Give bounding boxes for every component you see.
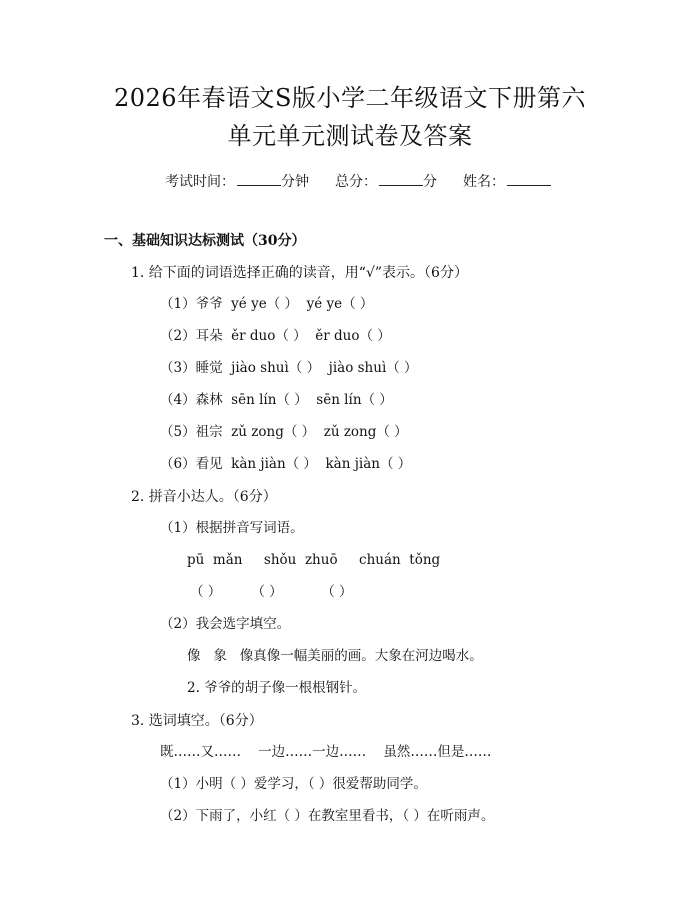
section1-heading: 一、基础知识达标测试（30分）: [104, 233, 306, 249]
score-unit: 分: [423, 174, 437, 190]
q2-sub1: （1）根据拼音写词语。: [160, 520, 304, 536]
q3-prompt: 3. 选词填空。（6分）: [131, 713, 263, 729]
q1-item: （4）森林 sēn lín（ ） sēn lín（ ）: [160, 392, 393, 408]
time-blank: [237, 173, 281, 186]
q3-item2: （2）下雨了，小红（ ）在教室里看书，（ ）在听雨声。: [160, 808, 495, 824]
score-label: 总分：: [335, 174, 377, 190]
name-label: 姓名：: [463, 174, 505, 190]
exam-title-line1: 2026年春语文S版小学二年级语文下册第六: [113, 84, 587, 112]
q2-sub2-line1: 像 象 像真像一幅美丽的画。大象在河边喝水。: [187, 648, 483, 664]
q2-blank-row: （ ） （ ） （ ）: [190, 584, 353, 600]
q1-prompt: 1. 给下面的词语选择正确的读音，用“√”表示。（6分）: [131, 265, 468, 281]
time-label: 考试时间：: [165, 174, 235, 190]
q1-item: （5）祖宗 zǔ zong（ ） zǔ zong（ ）: [160, 424, 408, 440]
q2-sub2-line2: 2. 爷爷的胡子像一根根钢针。: [187, 680, 367, 696]
q2-sub2: （2）我会选字填空。: [160, 616, 291, 632]
q1-item: （1）爷爷 yé ye（ ） yé ye（ ）: [160, 296, 374, 312]
q1-item: （6）看见 kàn jiàn（ ） kàn jiàn（ ）: [160, 456, 412, 472]
exam-meta-row: [165, 173, 551, 189]
q3-options: 既……又…… 一边……一边…… 虽然……但是……: [160, 744, 492, 760]
q2-pinyin-row: pū mǎn shǒu zhuō chuán tǒng: [187, 552, 441, 568]
time-unit: 分钟: [281, 174, 309, 190]
q3-item1: （1）小明（ ）爱学习，（ ）很爱帮助同学。: [160, 776, 427, 792]
name-blank: [507, 173, 551, 186]
q1-item: （2）耳朵 ěr duo（ ） ěr duo（ ）: [160, 328, 391, 344]
q2-prompt: 2. 拼音小达人。（6分）: [131, 489, 277, 505]
exam-title-line2: 单元单元测试卷及答案: [227, 122, 473, 150]
q1-item: （3）睡觉 jiào shuì（ ） jiào shuì（ ）: [160, 360, 418, 376]
score-blank: [379, 173, 423, 186]
